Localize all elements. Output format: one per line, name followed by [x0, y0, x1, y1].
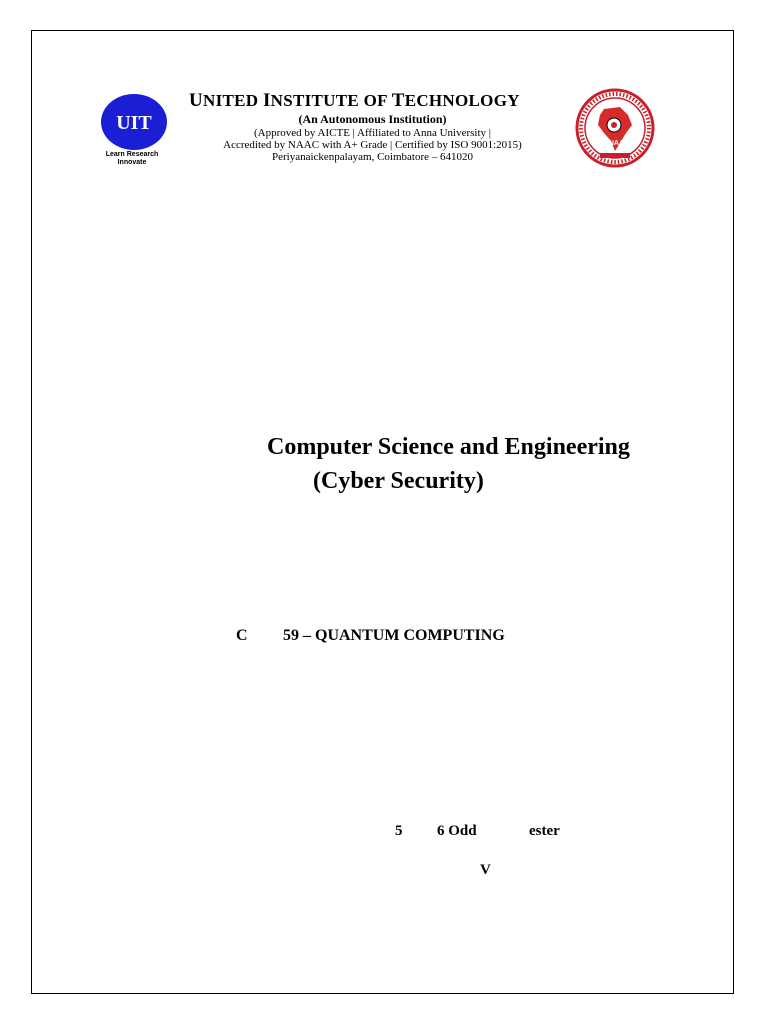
semester-text-fragment-3: ester	[529, 823, 560, 839]
autonomous-line: (An Autonomous Institution)	[298, 112, 447, 126]
uit-logo-tagline-2: Innovate	[117, 159, 147, 166]
course-title: 59 – QUANTUM COMPUTING	[283, 627, 505, 644]
semester-text-fragment-1: 5	[395, 823, 403, 839]
semester-numeral: V	[480, 862, 491, 878]
naac-seal-logo	[574, 87, 656, 169]
department-subtitle: (Cyber Security)	[313, 468, 484, 494]
semester-text-fragment-2: 6 Odd	[437, 823, 477, 839]
page-border	[31, 30, 734, 994]
department-title: Computer Science and Engineering	[267, 434, 630, 460]
uit-logo	[98, 90, 176, 168]
approval-line: (Approved by AICTE | Affiliated to Anna University |	[254, 127, 491, 139]
accreditation-line: Accredited by NAAC with A+ Grade | Certified by ISO 9001:2015)	[223, 139, 522, 151]
uit-logo-text: UIT	[116, 112, 152, 134]
uit-logo-tagline-1: Learn Research	[105, 151, 159, 158]
naac-seal-text: NAAC	[608, 140, 630, 147]
course-code-prefix: C	[236, 627, 248, 644]
address-line: Periyanaickenpalayam, Coimbatore – 641020	[272, 151, 473, 163]
institution-name: UNITED INSTITUTE OF TECHNOLOGY	[189, 90, 520, 111]
